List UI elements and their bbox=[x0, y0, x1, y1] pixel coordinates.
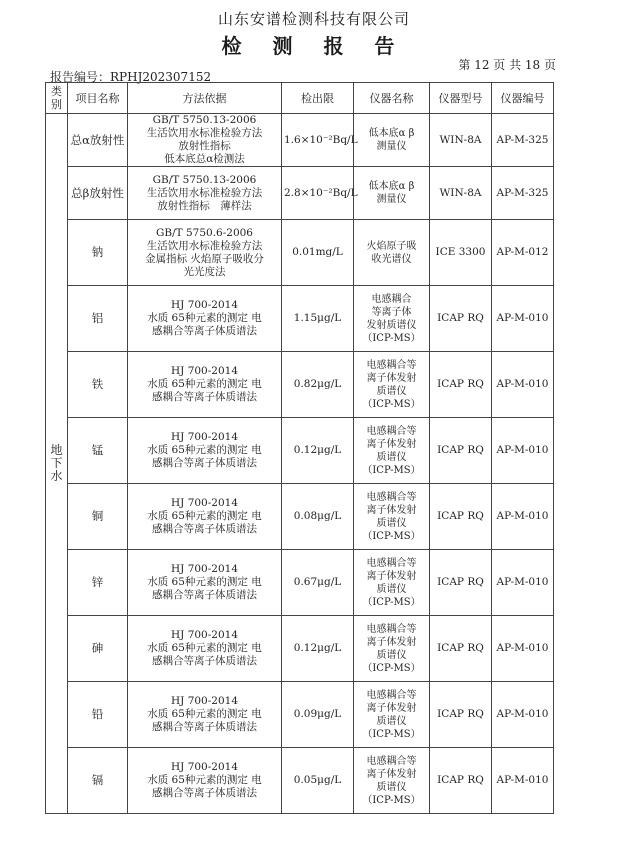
text-line: 质谱仪 bbox=[376, 385, 407, 397]
instrument-serial: AP-M-325 bbox=[492, 114, 554, 167]
text-line: 电感耦合等 bbox=[366, 425, 417, 437]
category-char: 地 bbox=[50, 443, 63, 457]
table-row bbox=[46, 114, 554, 167]
text-line: 感耦合等离子体质谱法 bbox=[152, 523, 257, 535]
text-line: 水质 65种元素的测定 电 bbox=[147, 576, 262, 588]
text-line: （ICP-MS） bbox=[362, 662, 421, 674]
method-basis bbox=[128, 352, 282, 418]
item-name: 铁 bbox=[68, 352, 128, 418]
instrument-serial: AP-M-325 bbox=[492, 167, 554, 220]
text-line: 电感耦合等 bbox=[366, 359, 417, 371]
report-title: 检 测 报 告 bbox=[221, 34, 407, 58]
instrument-serial: AP-M-010 bbox=[492, 550, 554, 616]
detection-limit: 1.6×10⁻²Bq/L bbox=[282, 114, 354, 167]
text-line: （ICP-MS） bbox=[362, 464, 421, 476]
text-line: 感耦合等离子体质谱法 bbox=[152, 391, 257, 403]
text-line: 电感耦合等 bbox=[366, 557, 417, 569]
table-row bbox=[46, 418, 554, 484]
header-serial: 仪器编号 bbox=[492, 83, 554, 114]
table-row bbox=[46, 352, 554, 418]
instrument-serial: AP-M-010 bbox=[492, 484, 554, 550]
table-row bbox=[46, 286, 554, 352]
detection-limit: 0.12μg/L bbox=[282, 616, 354, 682]
text-line: 质谱仪 bbox=[376, 583, 407, 595]
test-method-table bbox=[45, 82, 554, 814]
item-name: 总α放射性 bbox=[68, 114, 128, 167]
instrument-serial: AP-M-010 bbox=[492, 748, 554, 814]
method-basis bbox=[128, 682, 282, 748]
instrument-name bbox=[354, 748, 430, 814]
text-line: 水质 65种元素的测定 电 bbox=[147, 774, 262, 786]
text-line: （ICP-MS） bbox=[362, 794, 421, 806]
instrument-model: ICAP RQ bbox=[430, 418, 492, 484]
text-line: 感耦合等离子体质谱法 bbox=[152, 589, 257, 601]
category-char: 下 bbox=[50, 456, 63, 470]
item-name: 铜 bbox=[68, 484, 128, 550]
instrument-name bbox=[354, 352, 430, 418]
text-line: 低本底α β bbox=[368, 181, 415, 192]
text-line: 测量仪 bbox=[376, 141, 407, 152]
text-line: 离子体发射 bbox=[366, 372, 417, 384]
detection-limit: 0.67μg/L bbox=[282, 550, 354, 616]
instrument-name bbox=[354, 167, 430, 220]
instrument-model: ICE 3300 bbox=[430, 220, 492, 286]
page-info: 第 12 页 共 18 页 bbox=[458, 58, 556, 72]
category-cell bbox=[46, 114, 68, 814]
text-line: 金属指标 火焰原子吸收分 bbox=[145, 252, 264, 265]
text-line: 质谱仪 bbox=[376, 781, 407, 793]
text-line: 离子体发射 bbox=[366, 702, 417, 714]
instrument-name bbox=[354, 550, 430, 616]
item-name: 铝 bbox=[68, 286, 128, 352]
item-name: 铅 bbox=[68, 682, 128, 748]
header-category: 类别 bbox=[46, 83, 68, 114]
text-line: 质谱仪 bbox=[376, 715, 407, 727]
text-line: 放射性指标 bbox=[178, 140, 231, 152]
instrument-serial: AP-M-010 bbox=[492, 682, 554, 748]
text-line: 感耦合等离子体质谱法 bbox=[152, 721, 257, 733]
instrument-name bbox=[354, 286, 430, 352]
text-line: 质谱仪 bbox=[376, 517, 407, 529]
text-line: 感耦合等离子体质谱法 bbox=[152, 325, 257, 337]
text-line: 电感耦合等 bbox=[366, 755, 417, 767]
text-line: 发射质谱仪 bbox=[366, 319, 417, 331]
text-line: 电感耦合等 bbox=[366, 689, 417, 701]
text-line: HJ 700-2014 bbox=[170, 497, 238, 509]
table-row bbox=[46, 682, 554, 748]
text-line: 水质 65种元素的测定 电 bbox=[147, 642, 262, 654]
text-line: HJ 700-2014 bbox=[170, 365, 238, 377]
category-char: 水 bbox=[50, 469, 63, 483]
item-name: 镉 bbox=[68, 748, 128, 814]
table-row bbox=[46, 550, 554, 616]
instrument-model: WIN-8A bbox=[430, 167, 492, 220]
report-number: 报告编号：RPHJ202307152 bbox=[50, 70, 212, 84]
detection-limit: 2.8×10⁻²Bq/L bbox=[282, 167, 354, 220]
detection-limit: 0.82μg/L bbox=[282, 352, 354, 418]
item-name: 钠 bbox=[68, 220, 128, 286]
item-name: 锰 bbox=[68, 418, 128, 484]
text-line: （ICP-MS） bbox=[362, 596, 421, 608]
detection-limit: 0.12μg/L bbox=[282, 418, 354, 484]
text-line: HJ 700-2014 bbox=[170, 563, 238, 575]
instrument-model: ICAP RQ bbox=[430, 616, 492, 682]
text-line: 水质 65种元素的测定 电 bbox=[147, 378, 262, 390]
text-line: 光光度法 bbox=[183, 265, 226, 278]
text-line: HJ 700-2014 bbox=[170, 629, 238, 641]
instrument-serial: AP-M-010 bbox=[492, 352, 554, 418]
method-basis bbox=[128, 748, 282, 814]
header-model: 仪器型号 bbox=[430, 83, 492, 114]
instrument-model: ICAP RQ bbox=[430, 682, 492, 748]
instrument-name bbox=[354, 484, 430, 550]
text-line: GB/T 5750.13-2006 bbox=[152, 173, 257, 186]
text-line: 测量仪 bbox=[376, 194, 407, 205]
header-limit: 检出限 bbox=[282, 83, 354, 114]
text-line: 放射性指标 薄样法 bbox=[157, 199, 252, 212]
method-basis bbox=[128, 616, 282, 682]
detection-limit: 0.09μg/L bbox=[282, 682, 354, 748]
method-basis bbox=[128, 167, 282, 220]
text-line: GB/T 5750.6-2006 bbox=[156, 226, 253, 239]
text-line: 生活饮用水标准检验方法 bbox=[146, 127, 263, 139]
instrument-model: ICAP RQ bbox=[430, 286, 492, 352]
instrument-model: ICAP RQ bbox=[430, 484, 492, 550]
instrument-name bbox=[354, 418, 430, 484]
instrument-name bbox=[354, 682, 430, 748]
item-name: 锌 bbox=[68, 550, 128, 616]
company-name: 山东安谱检测科技有限公司 bbox=[217, 10, 410, 28]
detection-limit: 1.15μg/L bbox=[282, 286, 354, 352]
text-line: 离子体发射 bbox=[366, 438, 417, 450]
table-header-row bbox=[46, 83, 554, 114]
text-line: 水质 65种元素的测定 电 bbox=[147, 510, 262, 522]
text-line: 生活饮用水标准检验方法 bbox=[146, 186, 263, 199]
table-row bbox=[46, 748, 554, 814]
text-line: （ICP-MS） bbox=[362, 530, 421, 542]
instrument-name bbox=[354, 616, 430, 682]
method-basis bbox=[128, 286, 282, 352]
text-line: 火焰原子吸 bbox=[366, 240, 417, 252]
text-line: 收光谱仪 bbox=[371, 253, 412, 265]
text-line: 低本底α β bbox=[368, 128, 415, 139]
item-name: 总β放射性 bbox=[68, 167, 128, 220]
table-body bbox=[46, 114, 554, 814]
text-line: 电感耦合等 bbox=[366, 491, 417, 503]
text-line: 水质 65种元素的测定 电 bbox=[147, 312, 262, 324]
text-line: 离子体发射 bbox=[366, 636, 417, 648]
instrument-serial: AP-M-010 bbox=[492, 286, 554, 352]
header-method: 方法依据 bbox=[128, 83, 282, 114]
text-line: 质谱仪 bbox=[376, 451, 407, 463]
instrument-model: WIN-8A bbox=[430, 114, 492, 167]
instrument-model: ICAP RQ bbox=[430, 550, 492, 616]
text-line: （ICP-MS） bbox=[362, 728, 421, 740]
text-line: 感耦合等离子体质谱法 bbox=[152, 655, 257, 667]
method-basis bbox=[128, 220, 282, 286]
table-row bbox=[46, 220, 554, 286]
text-line: GB/T 5750.13-2006 bbox=[152, 114, 257, 126]
method-basis bbox=[128, 418, 282, 484]
text-line: 离子体发射 bbox=[366, 570, 417, 582]
text-line: 等离子体 bbox=[371, 306, 412, 318]
text-line: 感耦合等离子体质谱法 bbox=[152, 787, 257, 799]
instrument-model: ICAP RQ bbox=[430, 748, 492, 814]
text-line: 离子体发射 bbox=[366, 504, 417, 516]
method-basis bbox=[128, 114, 282, 167]
table-row bbox=[46, 616, 554, 682]
text-line: 离子体发射 bbox=[366, 768, 417, 780]
text-line: HJ 700-2014 bbox=[170, 299, 238, 311]
detection-limit: 0.08μg/L bbox=[282, 484, 354, 550]
instrument-serial: AP-M-010 bbox=[492, 418, 554, 484]
instrument-serial: AP-M-012 bbox=[492, 220, 554, 286]
text-line: 电感耦合 bbox=[371, 293, 412, 305]
header-item: 项目名称 bbox=[68, 83, 128, 114]
instrument-name bbox=[354, 114, 430, 167]
text-line: （ICP-MS） bbox=[362, 398, 421, 410]
instrument-name bbox=[354, 220, 430, 286]
detection-limit: 0.05μg/L bbox=[282, 748, 354, 814]
table-row bbox=[46, 484, 554, 550]
instrument-model: ICAP RQ bbox=[430, 352, 492, 418]
text-line: 电感耦合等 bbox=[366, 623, 417, 635]
header-instrument: 仪器名称 bbox=[354, 83, 430, 114]
text-line: HJ 700-2014 bbox=[170, 695, 238, 707]
detection-limit: 0.01mg/L bbox=[282, 220, 354, 286]
method-basis bbox=[128, 550, 282, 616]
text-line: 感耦合等离子体质谱法 bbox=[152, 457, 257, 469]
text-line: 生活饮用水标准检验方法 bbox=[146, 239, 263, 252]
text-line: 水质 65种元素的测定 电 bbox=[147, 708, 262, 720]
method-basis bbox=[128, 484, 282, 550]
item-name: 砷 bbox=[68, 616, 128, 682]
text-line: 水质 65种元素的测定 电 bbox=[147, 444, 262, 456]
text-line: 质谱仪 bbox=[376, 649, 407, 661]
text-line: HJ 700-2014 bbox=[170, 761, 238, 773]
table-row bbox=[46, 167, 554, 220]
instrument-serial: AP-M-010 bbox=[492, 616, 554, 682]
text-line: （ICP-MS） bbox=[362, 332, 421, 344]
text-line: 低本底总α检测法 bbox=[164, 153, 245, 165]
text-line: HJ 700-2014 bbox=[170, 431, 238, 443]
